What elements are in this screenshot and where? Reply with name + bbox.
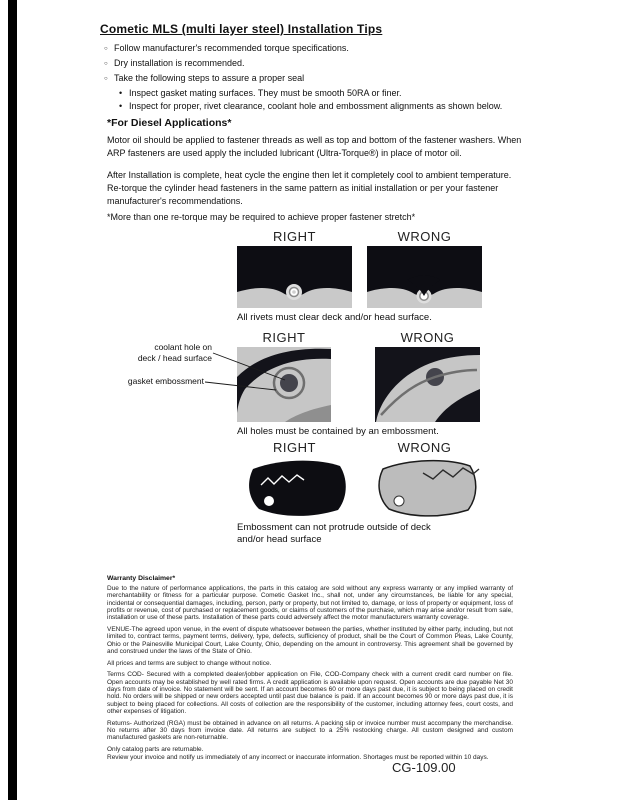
coolant-hole-callout	[118, 342, 212, 364]
diagram-embossment-wrong	[375, 347, 480, 422]
bullet-icon	[119, 100, 129, 113]
list-item-text: Dry installation is recommended.	[114, 58, 245, 68]
disclaimer-paragraph: Only catalog parts are returnable.	[107, 746, 204, 754]
row1-right-label: RIGHT	[273, 229, 316, 244]
list-item-text: Inspect gasket mating surfaces. They must be smooth 50RA or finer.	[129, 88, 402, 98]
page-code: CG-109.00	[392, 760, 456, 775]
bullet-icon	[119, 87, 129, 100]
list-item	[104, 87, 524, 100]
page-bleed-bar	[8, 0, 17, 800]
row3-caption-line1: Embossment can not protrude outside of deck	[237, 522, 431, 533]
bullet-icon	[104, 57, 114, 72]
disclaimer-paragraph: Due to the nature of performance applications, the parts in this catalog are sold without any express warranty or any implied warranty of merchantability or fitness for a particular purpose. Cometic Gasket Inc., shall not, under any circumstances, be liable for any special, incidental or consequential damages, including, person, party or property, but not limited to, damage, or loss of property or equipment, loss of profits or revenue, cost of purchased or replacement goods, or claims of customers of the purchase, which may arise and/or result from sale, installation or use of these parts. Installation of these parts could adversely affect the motor manufacturers warranty coverage.	[107, 585, 513, 622]
diagram-rivet-right	[237, 246, 352, 308]
installation-tips-list	[104, 42, 524, 113]
disclaimer-paragraph: Terms COD- Secured with a completed dealer/jobber application on File, COD-Company check with a current credit card number on file. Open accounts may be established by well rated firms. A credit application is available upon request. Open accounts are due payable Net 30 days from date of invoice. No statement will be sent. If an account becomes 60 or more days past due, it is subject to being placed on credit hold. No orders will be shipped or new orders accepted until past due balance is paid. If an account becomes 90 or more days past due, it is subject to being placed for collections. All costs of collection are the responsibility of the customer, including attorney fees, court costs, and other expenses of litigation.	[107, 671, 513, 715]
row2-caption: All holes must be contained by an embossment.	[237, 426, 439, 437]
diesel-applications-heading: *For Diesel Applications*	[107, 117, 232, 129]
diesel-paragraph-2: After Installation is complete, heat cycle the engine then let it completely cool to ambient temperature. Re-torque the cylinder head fasteners in the same pattern as initial installation or per your fastener manufacturer's recommendations.	[107, 170, 512, 206]
warranty-disclaimer-text	[107, 585, 513, 766]
row3-wrong-label: WRONG	[397, 440, 452, 455]
warranty-disclaimer-heading: Warranty Disclaimer*	[107, 575, 176, 582]
coolant-hole-callout-line1: coolant hole on	[154, 342, 212, 352]
disclaimer-paragraph: Review your invoice and notify us immediately of any incorrect or inaccurate information. Shortages must be reported within 10 days.	[107, 754, 489, 762]
list-item-text: Take the following steps to assure a proper seal	[114, 73, 305, 83]
page-title: Cometic MLS (multi layer steel) Installation Tips	[100, 22, 383, 36]
row2-right-label: RIGHT	[262, 330, 306, 345]
list-item	[104, 100, 524, 113]
retorque-note: *More than one re-torque may be required to achieve proper fastener stretch*	[107, 212, 416, 222]
list-item-text: Follow manufacturer's recommended torque specifications.	[114, 43, 349, 53]
row3-right-label: RIGHT	[273, 440, 316, 455]
disclaimer-paragraph: All prices and terms are subject to change without notice.	[107, 659, 272, 667]
diesel-paragraph-1: Motor oil should be applied to fastener threads as well as top and bottom of the fastener washers. When ARP fasteners are used apply the included lubricant (Ultra-Torque®) in place of motor oil.	[107, 135, 522, 158]
disclaimer-paragraph: Returns- Authorized (RGA) must be obtained in advance on all returns. A packing slip or invoice number must accompany the merchandise. No returns after 30 days from invoice date. All returns are subject to a 25% restocking charge. All custom designed and custom manufactured gaskets are non-returnable.	[107, 719, 513, 742]
diagram-protrusion-wrong	[367, 457, 482, 519]
bullet-icon	[104, 42, 114, 57]
list-item	[104, 57, 524, 72]
diagram-protrusion-right	[237, 457, 352, 519]
disclaimer-paragraph: VENUE-The agreed upon venue, in the event of dispute whatsoever between the parties, whether instituted by either party, including, but not limited to, contract terms, payment terms, delivery, type, defects, sufficiency of product, shall be the Court of Common Pleas, Lake County, Ohio or the Painesville Municipal Court, Lake County, Ohio, depending on the amount in controversy. This agreement shall be governed by and construed under the laws of the State of Ohio.	[107, 625, 513, 655]
list-item	[104, 72, 524, 87]
diagram-rivet-wrong	[367, 246, 482, 308]
row3-caption-line2: and/or head surface	[237, 534, 322, 545]
row2-wrong-label: WRONG	[400, 330, 455, 345]
list-item-text: Inspect for proper, rivet clearance, coolant hole and embossment alignments as shown below.	[129, 101, 503, 111]
row1-caption: All rivets must clear deck and/or head surface.	[237, 312, 432, 323]
gasket-embossment-callout: gasket embossment	[127, 376, 204, 386]
callout-pointer-lines	[205, 345, 340, 405]
row1-wrong-label: WRONG	[397, 229, 452, 244]
coolant-hole-callout-line2: deck / head surface	[137, 353, 212, 363]
bullet-icon	[104, 72, 114, 87]
list-item	[104, 42, 524, 57]
